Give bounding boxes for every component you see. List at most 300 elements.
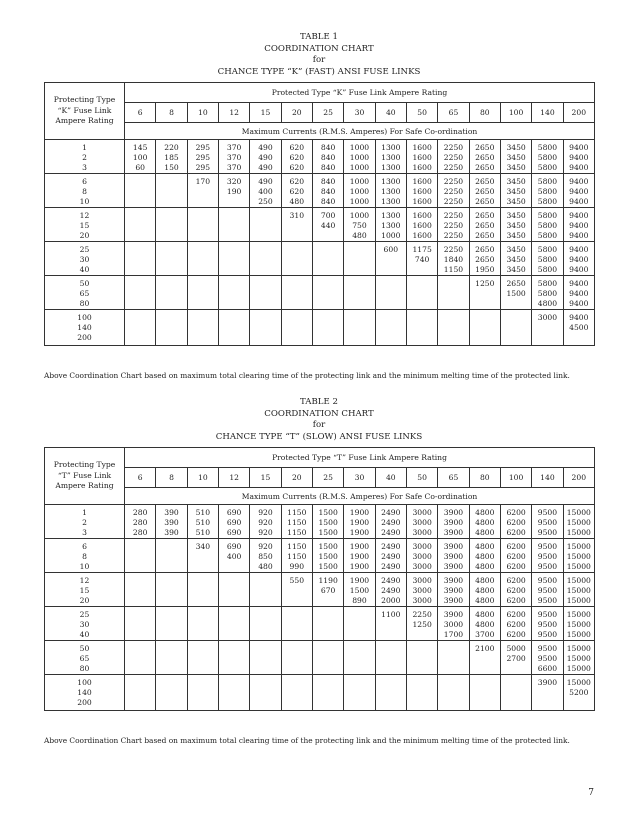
current-value bbox=[282, 630, 312, 640]
current-value bbox=[501, 313, 531, 323]
table-row bbox=[45, 276, 595, 310]
current-cell bbox=[469, 607, 500, 641]
current-value: 990 bbox=[289, 562, 305, 571]
current-cell bbox=[500, 607, 531, 641]
current-cell bbox=[218, 505, 249, 539]
current-value bbox=[250, 678, 280, 688]
current-value bbox=[438, 289, 468, 299]
current-cell bbox=[469, 140, 500, 174]
sub-header: Maximum Currents (R.M.S. Amperes) For Safe Co-ordination bbox=[125, 488, 595, 505]
current-value: 5200 bbox=[569, 688, 589, 697]
current-cell bbox=[344, 505, 375, 539]
current-value: 1300 bbox=[381, 163, 401, 172]
table1-title-line: COORDINATION CHART bbox=[264, 43, 374, 54]
current-value bbox=[344, 698, 374, 708]
current-value: 4800 bbox=[475, 610, 495, 619]
current-value: 3700 bbox=[475, 630, 495, 639]
current-value bbox=[344, 255, 374, 265]
current-value bbox=[125, 576, 155, 586]
current-value bbox=[282, 654, 312, 664]
current-cell bbox=[438, 675, 469, 711]
table1-title-line: CHANCE TYPE “K” (FAST) ANSI FUSE LINKS bbox=[217, 66, 421, 77]
current-cell bbox=[532, 505, 563, 539]
protecting-rating: 15 bbox=[79, 586, 90, 595]
current-value: 9400 bbox=[569, 299, 589, 308]
protecting-rating: 20 bbox=[79, 596, 90, 605]
current-value: 3900 bbox=[443, 542, 464, 551]
current-value bbox=[219, 644, 249, 654]
current-cell bbox=[187, 675, 218, 711]
current-value bbox=[156, 586, 186, 596]
current-cell bbox=[532, 607, 563, 641]
current-cell bbox=[438, 641, 469, 675]
current-value bbox=[282, 586, 312, 596]
protected-header: Protected Type “K” Fuse Link Ampere Rating bbox=[125, 83, 595, 103]
current-value bbox=[376, 644, 406, 654]
current-value: 2000 bbox=[381, 596, 401, 605]
current-value: 9500 bbox=[537, 596, 558, 605]
current-value bbox=[376, 265, 406, 275]
current-value: 3000 bbox=[412, 528, 432, 537]
current-cell bbox=[375, 276, 406, 310]
current-value bbox=[470, 688, 500, 698]
current-value bbox=[188, 644, 218, 654]
current-value bbox=[282, 279, 312, 289]
current-value: 840 bbox=[320, 177, 336, 186]
current-value: 6200 bbox=[506, 610, 526, 619]
current-value bbox=[219, 231, 249, 241]
current-value: 2490 bbox=[381, 562, 401, 571]
current-value bbox=[407, 664, 437, 674]
current-value bbox=[250, 664, 280, 674]
current-value: 670 bbox=[320, 586, 336, 595]
current-value: 6200 bbox=[506, 586, 526, 595]
row-ratings bbox=[45, 607, 125, 641]
current-cell bbox=[532, 310, 563, 346]
current-value: 3000 bbox=[537, 313, 558, 322]
current-cell bbox=[187, 539, 218, 573]
current-value bbox=[156, 245, 186, 255]
current-value bbox=[313, 698, 343, 708]
current-value: 1300 bbox=[381, 221, 401, 230]
current-value: 9500 bbox=[537, 630, 558, 639]
current-cell bbox=[218, 276, 249, 310]
current-cell bbox=[469, 242, 500, 276]
current-value: 9500 bbox=[537, 508, 558, 517]
current-value: 1900 bbox=[349, 528, 370, 537]
current-value: 480 bbox=[289, 197, 305, 206]
current-value bbox=[219, 279, 249, 289]
current-value: 2650 bbox=[475, 163, 495, 172]
column-header: 20 bbox=[281, 103, 312, 123]
current-value bbox=[156, 664, 186, 674]
current-value: 1000 bbox=[349, 143, 370, 152]
current-value bbox=[125, 279, 155, 289]
current-value bbox=[438, 644, 468, 654]
current-value: 2490 bbox=[381, 576, 401, 585]
current-value bbox=[156, 562, 186, 572]
current-value bbox=[407, 678, 437, 688]
current-value: 4800 bbox=[475, 542, 495, 551]
current-value: 2250 bbox=[443, 177, 464, 186]
current-value: 3000 bbox=[412, 562, 432, 571]
current-value bbox=[532, 698, 562, 708]
current-value bbox=[219, 333, 249, 343]
current-value bbox=[156, 221, 186, 231]
current-value: 340 bbox=[195, 542, 211, 551]
current-cell bbox=[125, 675, 156, 711]
current-value: 3450 bbox=[506, 245, 526, 254]
current-value bbox=[125, 610, 155, 620]
current-cell bbox=[375, 310, 406, 346]
current-cell bbox=[469, 276, 500, 310]
current-value: 1500 bbox=[318, 542, 338, 551]
current-value bbox=[188, 664, 218, 674]
column-header: 6 bbox=[125, 103, 156, 123]
current-value: 490 bbox=[258, 153, 273, 162]
column-header: 200 bbox=[563, 468, 594, 488]
current-value: 1500 bbox=[318, 552, 338, 561]
current-value bbox=[376, 630, 406, 640]
row-ratings bbox=[45, 505, 125, 539]
current-cell bbox=[250, 505, 281, 539]
protected-header: Protected Type “T” Fuse Link Ampere Rating bbox=[125, 448, 595, 468]
current-value: 3900 bbox=[443, 508, 464, 517]
current-value bbox=[219, 197, 249, 207]
current-cell bbox=[563, 573, 594, 607]
current-value bbox=[313, 610, 343, 620]
current-cell bbox=[532, 174, 563, 208]
current-value: 15000 bbox=[566, 678, 591, 687]
current-cell bbox=[438, 242, 469, 276]
current-value bbox=[282, 299, 312, 309]
current-value bbox=[125, 187, 155, 197]
current-value bbox=[219, 654, 249, 664]
current-value bbox=[438, 323, 468, 333]
current-value bbox=[407, 289, 437, 299]
current-value bbox=[344, 678, 374, 688]
current-value bbox=[501, 678, 531, 688]
current-cell bbox=[312, 607, 343, 641]
current-cell bbox=[218, 242, 249, 276]
current-cell bbox=[469, 573, 500, 607]
current-value: 400 bbox=[226, 552, 242, 561]
current-cell bbox=[500, 505, 531, 539]
current-value: 1150 bbox=[443, 265, 464, 274]
current-value bbox=[501, 299, 531, 309]
current-value: 1900 bbox=[349, 508, 370, 517]
current-cell bbox=[375, 573, 406, 607]
current-value bbox=[438, 279, 468, 289]
current-cell bbox=[469, 208, 500, 242]
current-value bbox=[470, 678, 500, 688]
current-value: 2650 bbox=[475, 187, 495, 196]
current-cell bbox=[375, 607, 406, 641]
current-cell bbox=[156, 310, 187, 346]
current-value: 2650 bbox=[475, 177, 495, 186]
current-cell bbox=[125, 607, 156, 641]
current-cell bbox=[281, 505, 312, 539]
current-value: 1150 bbox=[287, 542, 307, 551]
current-value: 1900 bbox=[349, 552, 370, 561]
current-value bbox=[344, 654, 374, 664]
current-cell bbox=[438, 539, 469, 573]
protecting-rating: 140 bbox=[77, 323, 92, 332]
column-header: 25 bbox=[312, 103, 343, 123]
protecting-rating: 100 bbox=[77, 678, 92, 687]
current-value bbox=[438, 299, 468, 309]
current-value: 280 bbox=[132, 508, 148, 517]
current-value: 840 bbox=[320, 153, 336, 162]
current-value: 60 bbox=[135, 163, 145, 172]
current-value bbox=[156, 289, 186, 299]
current-value bbox=[188, 289, 218, 299]
current-cell bbox=[344, 174, 375, 208]
current-cell bbox=[187, 573, 218, 607]
current-value: 920 bbox=[258, 508, 273, 517]
row-ratings bbox=[45, 310, 125, 346]
current-value: 480 bbox=[352, 231, 367, 240]
protecting-rating: 200 bbox=[77, 698, 92, 707]
column-header: 100 bbox=[500, 468, 531, 488]
current-value: 1150 bbox=[287, 508, 307, 517]
current-value bbox=[125, 654, 155, 664]
current-value: 390 bbox=[164, 518, 179, 527]
current-cell bbox=[156, 208, 187, 242]
current-value: 280 bbox=[132, 518, 148, 527]
current-value bbox=[219, 313, 249, 323]
current-value bbox=[219, 245, 249, 255]
current-cell bbox=[250, 310, 281, 346]
current-value bbox=[501, 323, 531, 333]
current-cell bbox=[375, 505, 406, 539]
current-cell bbox=[563, 675, 594, 711]
current-value: 1600 bbox=[412, 153, 432, 162]
current-cell bbox=[218, 573, 249, 607]
current-value bbox=[250, 211, 280, 221]
current-value bbox=[125, 177, 155, 187]
current-value: 1600 bbox=[412, 177, 432, 186]
current-value bbox=[125, 630, 155, 640]
protecting-rating: 1 bbox=[82, 508, 87, 517]
current-value: 9400 bbox=[569, 153, 589, 162]
current-value: 3450 bbox=[506, 143, 526, 152]
current-cell bbox=[344, 573, 375, 607]
current-cell bbox=[250, 607, 281, 641]
current-value bbox=[282, 255, 312, 265]
current-value: 6600 bbox=[537, 664, 558, 673]
current-value: 100 bbox=[132, 153, 148, 162]
current-value: 9400 bbox=[569, 231, 589, 240]
current-cell bbox=[406, 276, 437, 310]
current-value: 9400 bbox=[569, 187, 589, 196]
current-value bbox=[125, 542, 155, 552]
current-cell bbox=[250, 242, 281, 276]
current-value bbox=[250, 221, 280, 231]
current-value bbox=[156, 313, 186, 323]
current-value: 490 bbox=[258, 163, 273, 172]
current-cell bbox=[125, 310, 156, 346]
current-value: 2250 bbox=[443, 143, 464, 152]
current-value: 9500 bbox=[537, 586, 558, 595]
current-value bbox=[282, 333, 312, 343]
current-cell bbox=[344, 310, 375, 346]
current-cell bbox=[406, 675, 437, 711]
current-cell bbox=[532, 573, 563, 607]
current-value: 390 bbox=[164, 528, 179, 537]
current-value: 150 bbox=[164, 163, 179, 172]
current-cell bbox=[187, 310, 218, 346]
current-value: 2250 bbox=[412, 610, 432, 619]
current-value: 1900 bbox=[349, 518, 370, 527]
current-value: 15000 bbox=[566, 528, 591, 537]
current-value bbox=[470, 698, 500, 708]
current-value bbox=[470, 323, 500, 333]
current-cell bbox=[156, 505, 187, 539]
current-value: 1300 bbox=[381, 177, 401, 186]
table-row bbox=[45, 573, 595, 607]
current-value: 740 bbox=[414, 255, 430, 264]
current-value: 9500 bbox=[537, 644, 558, 653]
protecting-rating: 30 bbox=[79, 255, 90, 264]
current-value bbox=[125, 586, 155, 596]
current-value: 480 bbox=[258, 562, 273, 571]
current-cell bbox=[125, 242, 156, 276]
current-cell bbox=[344, 641, 375, 675]
row-ratings bbox=[45, 174, 125, 208]
current-value bbox=[344, 265, 374, 275]
current-value bbox=[376, 678, 406, 688]
column-header: 65 bbox=[438, 103, 469, 123]
current-cell bbox=[187, 276, 218, 310]
current-value bbox=[407, 654, 437, 664]
protecting-rating: 8 bbox=[82, 552, 87, 561]
current-value bbox=[156, 211, 186, 221]
left-header bbox=[45, 83, 125, 140]
current-value: 4800 bbox=[475, 552, 495, 561]
protecting-rating: 40 bbox=[79, 630, 90, 639]
current-value bbox=[313, 245, 343, 255]
table2-title-line: TABLE 2 bbox=[300, 397, 338, 407]
table1-title-line: TABLE 1 bbox=[300, 32, 338, 42]
current-cell bbox=[438, 310, 469, 346]
current-value bbox=[125, 688, 155, 698]
current-value bbox=[125, 245, 155, 255]
table-row bbox=[45, 242, 595, 276]
current-cell bbox=[406, 573, 437, 607]
current-value bbox=[438, 333, 468, 343]
current-value bbox=[156, 323, 186, 333]
current-value: 3450 bbox=[506, 255, 526, 264]
column-header: 140 bbox=[532, 468, 563, 488]
current-value bbox=[125, 323, 155, 333]
current-value bbox=[250, 299, 280, 309]
current-value: 1500 bbox=[506, 289, 526, 298]
current-cell bbox=[250, 140, 281, 174]
current-value: 2650 bbox=[475, 211, 495, 220]
current-value bbox=[344, 610, 374, 620]
current-cell bbox=[156, 276, 187, 310]
current-value bbox=[407, 630, 437, 640]
current-value bbox=[219, 323, 249, 333]
current-value bbox=[188, 255, 218, 265]
current-cell bbox=[469, 505, 500, 539]
current-value bbox=[188, 586, 218, 596]
current-value: 15000 bbox=[566, 630, 591, 639]
current-value: 9500 bbox=[537, 576, 558, 585]
current-value bbox=[219, 576, 249, 586]
current-value: 920 bbox=[258, 518, 273, 527]
current-value: 295 bbox=[195, 153, 211, 162]
current-value bbox=[219, 586, 249, 596]
column-header: 140 bbox=[532, 103, 563, 123]
current-value bbox=[188, 333, 218, 343]
current-value: 3900 bbox=[443, 562, 464, 571]
row-ratings bbox=[45, 140, 125, 174]
current-value bbox=[188, 562, 218, 572]
current-value: 890 bbox=[352, 596, 367, 605]
current-value: 550 bbox=[289, 576, 305, 585]
current-value: 5800 bbox=[537, 265, 558, 274]
current-value bbox=[313, 333, 343, 343]
current-value bbox=[282, 289, 312, 299]
current-value bbox=[188, 610, 218, 620]
current-value bbox=[313, 255, 343, 265]
current-value bbox=[501, 664, 531, 674]
current-cell bbox=[312, 675, 343, 711]
current-value bbox=[407, 323, 437, 333]
current-value bbox=[376, 654, 406, 664]
current-cell bbox=[187, 208, 218, 242]
current-value: 1000 bbox=[381, 231, 401, 240]
current-value: 185 bbox=[164, 153, 179, 162]
current-value: 1300 bbox=[381, 187, 401, 196]
current-cell bbox=[500, 242, 531, 276]
current-cell bbox=[281, 174, 312, 208]
row-ratings bbox=[45, 539, 125, 573]
current-value: 1900 bbox=[349, 562, 370, 571]
current-value bbox=[156, 610, 186, 620]
current-cell bbox=[281, 140, 312, 174]
current-value bbox=[125, 678, 155, 688]
current-value bbox=[282, 245, 312, 255]
current-value bbox=[188, 698, 218, 708]
current-value bbox=[376, 688, 406, 698]
current-cell bbox=[438, 140, 469, 174]
current-value: 3450 bbox=[506, 231, 526, 240]
current-value bbox=[438, 688, 468, 698]
column-header: 6 bbox=[125, 468, 156, 488]
current-value: 9400 bbox=[569, 177, 589, 186]
table-row bbox=[45, 539, 595, 573]
current-cell bbox=[218, 310, 249, 346]
current-value: 15000 bbox=[566, 644, 591, 653]
current-value: 750 bbox=[352, 221, 367, 230]
current-value bbox=[282, 678, 312, 688]
current-value: 295 bbox=[195, 163, 211, 172]
current-cell bbox=[156, 675, 187, 711]
current-value: 1500 bbox=[318, 528, 338, 537]
column-header: 10 bbox=[187, 468, 218, 488]
current-value: 3000 bbox=[412, 596, 432, 605]
current-cell bbox=[344, 208, 375, 242]
current-value: 2490 bbox=[381, 508, 401, 517]
current-value: 190 bbox=[226, 187, 242, 196]
current-value: 3000 bbox=[412, 586, 432, 595]
column-header: 30 bbox=[344, 468, 375, 488]
current-value: 6200 bbox=[506, 552, 526, 561]
current-value: 295 bbox=[195, 143, 211, 152]
